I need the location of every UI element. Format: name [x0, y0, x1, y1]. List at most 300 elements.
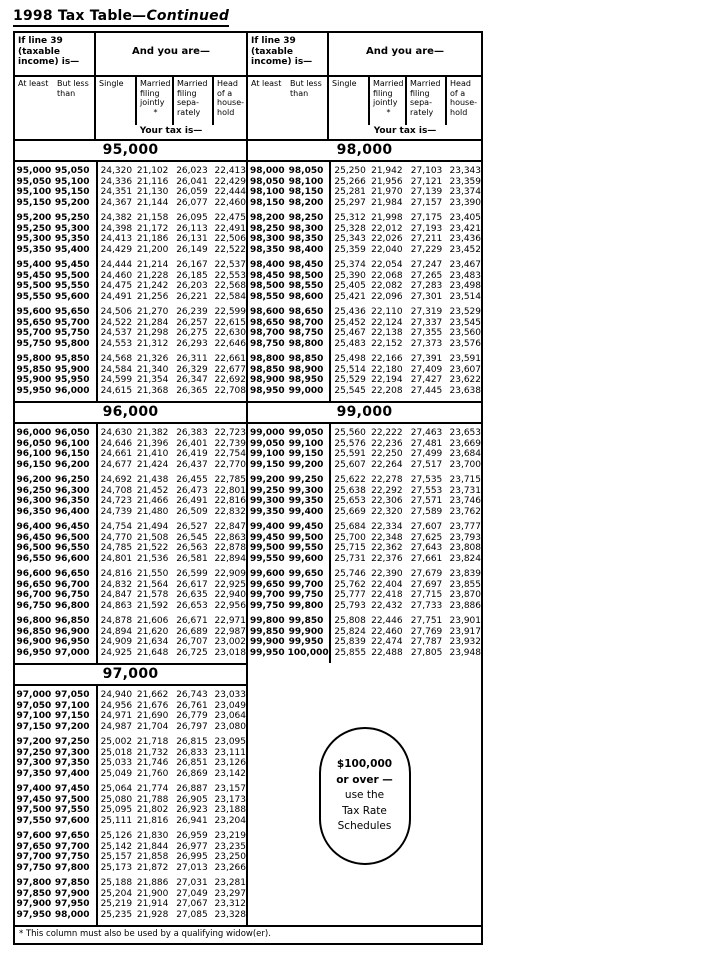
cell-at-least: 98,500	[249, 281, 285, 291]
row-group	[248, 522, 481, 564]
section-rows	[15, 162, 246, 401]
cell-tax-married-joint: 21,788	[136, 794, 169, 805]
cell-tax-married-separate: 27,391	[410, 354, 443, 364]
cell-but-less-than: 98,600	[288, 291, 324, 302]
cell-at-least: 95,750	[16, 338, 52, 349]
table-row	[15, 711, 246, 722]
cell-tax-married-separate: 27,427	[410, 375, 443, 385]
cell-tax-head-household: 22,460	[214, 197, 246, 208]
cell-tax-single: 24,475	[100, 281, 133, 291]
cell-tax-married-joint: 21,466	[136, 496, 169, 506]
row-group	[15, 784, 246, 826]
cell-tax-married-separate: 27,409	[410, 364, 443, 375]
cell-tax-single: 25,204	[100, 888, 133, 899]
cell-tax-head-household: 22,971	[214, 616, 246, 626]
cell-tax-married-joint: 21,186	[136, 234, 169, 244]
cell-but-less-than: 98,900	[288, 364, 324, 375]
cell-tax-single: 25,157	[100, 852, 133, 862]
cell-tax-married-separate: 27,751	[410, 616, 443, 626]
cell-tax-head-household: 22,723	[214, 428, 246, 438]
cell-at-least: 99,450	[249, 532, 285, 543]
table-row	[15, 878, 246, 889]
cell-tax-single: 24,692	[100, 475, 133, 485]
cell-at-least: 97,800	[16, 878, 52, 888]
cell-tax-married-separate: 26,473	[176, 485, 208, 496]
cell-tax-single: 25,731	[334, 553, 366, 564]
cell-tax-married-separate: 26,311	[176, 354, 208, 364]
footnote-asterisk: *	[386, 107, 391, 117]
cell-tax-head-household: 23,467	[449, 260, 481, 270]
section-band-97000: 97,000	[15, 663, 246, 686]
cell-tax-married-joint: 21,942	[371, 166, 403, 176]
cell-tax-head-household: 22,832	[214, 506, 246, 517]
cell-at-least: 98,050	[249, 176, 285, 187]
cell-tax-head-household: 22,925	[214, 579, 246, 590]
table-row	[248, 245, 481, 256]
cell-tax-married-separate: 26,095	[176, 213, 208, 223]
cell-tax-married-separate: 27,139	[410, 187, 443, 197]
cell-tax-single: 25,142	[100, 841, 133, 852]
cell-tax-head-household: 23,576	[449, 338, 481, 349]
note-line: or over —	[336, 773, 393, 786]
cell-at-least: 99,600	[249, 569, 285, 579]
cell-tax-head-household: 23,405	[449, 213, 481, 223]
table-row	[248, 365, 481, 376]
table-row	[15, 648, 246, 659]
header-row-2	[15, 77, 246, 139]
cell-tax-head-household: 22,708	[214, 385, 246, 396]
cell-at-least: 97,500	[16, 805, 52, 815]
cell-at-least: 97,450	[16, 794, 52, 805]
cell-tax-married-joint: 21,816	[136, 815, 169, 826]
cell-at-least: 99,300	[249, 496, 285, 506]
cell-tax-married-joint: 22,138	[371, 328, 403, 338]
cell-tax-married-joint: 22,348	[371, 532, 403, 543]
cell-tax-head-household: 23,266	[214, 862, 246, 873]
table-row	[248, 292, 481, 303]
header-row-1	[15, 33, 246, 77]
table-row	[15, 601, 246, 612]
cell-but-less-than: 97,400	[54, 768, 90, 779]
document-body	[13, 5, 483, 945]
cell-tax-single: 25,374	[334, 260, 366, 270]
cell-tax-married-joint: 21,648	[136, 647, 169, 658]
cell-at-least: 98,250	[249, 223, 285, 234]
cell-but-less-than: 95,250	[54, 213, 90, 223]
cell-tax-head-household: 22,940	[214, 590, 246, 600]
cell-tax-single: 24,677	[100, 459, 133, 470]
cell-tax-married-joint: 22,222	[371, 428, 403, 438]
cell-at-least: 95,200	[16, 213, 52, 223]
cell-tax-married-separate: 26,293	[176, 338, 208, 349]
cell-tax-head-household: 23,142	[214, 768, 246, 779]
cell-tax-head-household: 22,429	[214, 176, 246, 187]
cell-but-less-than: 95,900	[54, 364, 90, 375]
cell-tax-married-joint: 21,214	[136, 260, 169, 270]
cell-tax-head-household: 22,692	[214, 375, 246, 385]
cell-tax-single: 25,483	[334, 338, 366, 349]
row-group	[248, 428, 481, 470]
table-row	[248, 386, 481, 397]
cell-tax-head-household: 23,328	[214, 909, 246, 920]
cell-but-less-than: 99,750	[288, 590, 324, 600]
cell-tax-head-household: 23,591	[449, 354, 481, 364]
cell-tax-married-joint: 21,830	[136, 831, 169, 841]
cell-tax-head-household: 23,250	[214, 852, 246, 862]
cell-tax-married-joint: 21,844	[136, 841, 169, 852]
table-row	[15, 449, 246, 460]
cell-tax-married-separate: 27,571	[410, 496, 443, 506]
cell-tax-married-separate: 26,167	[176, 260, 208, 270]
section-rows	[15, 424, 246, 663]
cell-tax-single: 25,064	[100, 784, 133, 794]
cell-but-less-than: 95,450	[54, 260, 90, 270]
cell-tax-married-joint: 22,054	[371, 260, 403, 270]
cell-tax-married-separate: 26,815	[176, 737, 208, 747]
cell-tax-head-household: 23,390	[449, 197, 481, 208]
cell-tax-married-joint: 22,236	[371, 438, 403, 449]
table-row	[15, 580, 246, 591]
cell-tax-single: 24,522	[100, 317, 133, 328]
table-row	[15, 177, 246, 188]
cell-tax-married-joint: 22,432	[371, 600, 403, 611]
cell-tax-married-separate: 27,535	[410, 475, 443, 485]
table-row	[248, 177, 481, 188]
cell-but-less-than: 96,150	[54, 449, 90, 459]
cell-tax-single: 25,855	[334, 647, 367, 658]
row-group	[248, 475, 481, 517]
cell-tax-married-separate: 26,689	[176, 626, 208, 637]
table-row	[15, 554, 246, 565]
cell-tax-head-household: 23,514	[449, 291, 481, 302]
cell-tax-single: 25,219	[100, 899, 133, 909]
cell-but-less-than: 97,200	[54, 721, 90, 732]
cell-tax-head-household: 23,064	[214, 711, 246, 721]
row-group	[15, 878, 246, 920]
cell-but-less-than: 95,500	[54, 270, 90, 281]
row-group	[248, 213, 481, 255]
header-married-jointly	[137, 77, 174, 125]
cell-tax-head-household: 23,886	[449, 600, 481, 611]
cell-but-less-than: 95,150	[54, 187, 90, 197]
cell-but-less-than: 96,100	[54, 438, 90, 449]
cell-tax-single: 24,444	[100, 260, 133, 270]
cell-but-less-than: 96,900	[54, 626, 90, 637]
cell-tax-married-separate: 27,247	[410, 260, 443, 270]
cell-but-less-than: 99,450	[288, 522, 324, 532]
cell-tax-married-separate: 26,113	[176, 223, 208, 234]
cell-tax-single: 25,529	[334, 375, 366, 385]
cell-tax-single: 25,421	[334, 291, 366, 302]
cell-tax-head-household: 23,746	[449, 496, 481, 506]
cell-tax-married-separate: 27,067	[176, 899, 208, 909]
cell-tax-single: 25,111	[100, 815, 133, 826]
cell-tax-head-household: 23,033	[214, 690, 246, 700]
cell-tax-single: 25,746	[334, 569, 366, 579]
cell-tax-single: 25,297	[334, 197, 366, 208]
row-group	[15, 428, 246, 470]
cell-tax-married-separate: 27,301	[410, 291, 443, 302]
table-row	[15, 428, 246, 439]
cell-tax-married-separate: 26,995	[176, 852, 208, 862]
cell-tax-married-separate: 26,221	[176, 291, 208, 302]
cell-at-least: 95,550	[16, 291, 52, 302]
table-row	[248, 637, 481, 648]
cell-tax-single: 24,599	[100, 375, 133, 385]
cell-at-least: 97,350	[16, 768, 52, 779]
table-row	[15, 475, 246, 486]
cell-tax-married-joint: 21,144	[136, 197, 169, 208]
header-and-you-are: And you are—	[132, 46, 210, 57]
section-rows	[15, 686, 246, 925]
header-row-1	[248, 33, 481, 77]
over-100000-note	[319, 727, 411, 865]
cell-tax-head-household: 22,770	[214, 459, 246, 470]
cell-but-less-than: 95,950	[54, 375, 90, 385]
table-row	[15, 460, 246, 471]
table-half-right	[248, 33, 481, 925]
cell-tax-single: 24,723	[100, 496, 133, 506]
header-at-least: At least	[18, 79, 49, 88]
cell-tax-head-household: 23,002	[214, 637, 246, 647]
cell-tax-married-separate: 26,131	[176, 234, 208, 244]
cell-tax-married-separate: 26,887	[176, 784, 208, 794]
table-row	[248, 224, 481, 235]
cell-tax-single: 25,653	[334, 496, 366, 506]
cell-tax-single: 25,405	[334, 281, 366, 291]
cell-but-less-than: 97,800	[54, 862, 90, 873]
cell-tax-single: 24,568	[100, 354, 133, 364]
cell-tax-head-household: 23,219	[214, 831, 246, 841]
cell-but-less-than: 96,650	[54, 569, 90, 579]
table-row	[248, 475, 481, 486]
cell-tax-single: 25,638	[334, 485, 366, 496]
cell-tax-head-household: 22,522	[214, 244, 246, 255]
cell-tax-single: 25,715	[334, 543, 366, 553]
cell-tax-married-separate: 27,283	[410, 281, 443, 291]
cell-tax-married-joint: 22,376	[371, 553, 403, 564]
table-row	[248, 486, 481, 497]
row-group	[15, 522, 246, 564]
cell-at-least: 98,700	[249, 328, 285, 338]
cell-tax-married-separate: 26,077	[176, 197, 208, 208]
cell-at-least: 95,500	[16, 281, 52, 291]
header-married-separately: Married filing sepa-rately	[174, 77, 214, 125]
cell-tax-married-separate: 26,185	[176, 270, 208, 281]
cell-tax-married-separate: 26,347	[176, 375, 208, 385]
table-row	[248, 522, 481, 533]
cell-tax-married-separate: 26,851	[176, 758, 208, 768]
row-group	[15, 831, 246, 873]
cell-tax-head-household: 23,870	[449, 590, 481, 600]
cell-at-least: 97,700	[16, 852, 52, 862]
table-row	[15, 831, 246, 842]
cell-tax-married-joint: 21,578	[136, 590, 169, 600]
cell-but-less-than: 97,350	[54, 758, 90, 768]
table-halves	[15, 33, 481, 925]
cell-tax-married-joint: 22,180	[371, 364, 403, 375]
cell-tax-married-joint: 22,082	[371, 281, 403, 291]
cell-tax-head-household: 23,173	[214, 794, 246, 805]
cell-tax-married-joint: 22,278	[371, 475, 403, 485]
footnote: * This column must also be used by a qualifying widow(er).	[15, 925, 481, 943]
table-row	[15, 748, 246, 759]
cell-tax-married-joint: 21,522	[136, 543, 169, 553]
cell-tax-single: 24,382	[100, 213, 133, 223]
cell-tax-married-separate: 26,743	[176, 690, 208, 700]
cell-tax-married-joint: 21,158	[136, 213, 169, 223]
cell-at-least: 99,050	[249, 438, 285, 449]
cell-tax-married-joint: 22,390	[371, 569, 403, 579]
cell-at-least: 99,000	[249, 428, 285, 438]
cell-tax-single: 24,909	[100, 637, 133, 647]
table-row	[15, 722, 246, 733]
cell-tax-married-separate: 26,491	[176, 496, 208, 506]
table-row	[248, 627, 481, 638]
table-row	[15, 690, 246, 701]
cell-tax-single: 24,584	[100, 364, 133, 375]
row-group	[248, 616, 481, 658]
cell-but-less-than: 98,850	[288, 354, 324, 364]
cell-tax-head-household: 23,421	[449, 223, 481, 234]
cell-tax-single: 25,762	[334, 579, 366, 590]
cell-but-less-than: 98,100	[288, 176, 324, 187]
cell-at-least: 99,850	[249, 626, 285, 637]
cell-tax-married-separate: 26,923	[176, 805, 208, 815]
cell-but-less-than: 97,050	[54, 690, 90, 700]
table-row	[15, 213, 246, 224]
cell-tax-married-joint: 21,760	[136, 768, 169, 779]
cell-tax-married-separate: 27,661	[410, 553, 443, 564]
cell-tax-head-household: 23,777	[449, 522, 481, 532]
cell-tax-head-household: 22,599	[214, 307, 246, 317]
cell-but-less-than: 97,900	[54, 888, 90, 899]
cell-tax-married-joint: 22,110	[371, 307, 403, 317]
cell-tax-single: 24,398	[100, 223, 133, 234]
cell-tax-married-joint: 22,152	[371, 338, 403, 349]
header-but-less-than: But less than	[57, 79, 89, 98]
cell-tax-married-separate: 26,653	[176, 600, 208, 611]
cell-tax-married-separate: 26,329	[176, 364, 208, 375]
cell-tax-married-joint: 21,592	[136, 600, 169, 611]
cell-but-less-than: 95,400	[54, 244, 90, 255]
cell-tax-married-separate: 26,707	[176, 637, 208, 647]
cell-tax-head-household: 23,126	[214, 758, 246, 768]
cell-tax-married-joint: 22,068	[371, 270, 403, 281]
table-row	[15, 271, 246, 282]
cell-tax-single: 24,460	[100, 270, 133, 281]
footnote-asterisk: *	[153, 107, 158, 117]
cell-tax-married-joint: 22,362	[371, 543, 403, 553]
cell-at-least: 96,900	[16, 637, 52, 647]
row-group	[15, 354, 246, 396]
cell-tax-head-household: 23,281	[214, 878, 246, 888]
cell-tax-married-joint: 21,298	[136, 328, 169, 338]
table-row	[15, 899, 246, 910]
cell-tax-head-household: 23,483	[449, 270, 481, 281]
cell-tax-married-joint: 22,096	[371, 291, 403, 302]
cell-tax-single: 24,413	[100, 234, 133, 244]
table-row	[248, 648, 481, 659]
cell-at-least: 96,850	[16, 626, 52, 637]
section-band-99000: 99,000	[248, 401, 481, 424]
cell-tax-single: 25,622	[334, 475, 366, 485]
cell-tax-married-separate: 27,805	[410, 647, 443, 658]
cell-at-least: 97,300	[16, 758, 52, 768]
cell-tax-head-household: 22,909	[214, 569, 246, 579]
cell-tax-married-joint: 21,914	[136, 899, 169, 909]
cell-tax-head-household: 22,878	[214, 543, 246, 553]
cell-tax-married-joint: 21,858	[136, 852, 169, 862]
table-row	[248, 187, 481, 198]
cell-at-least: 98,600	[249, 307, 285, 317]
table-row	[248, 616, 481, 627]
header-but-less-than: But less than	[290, 79, 322, 98]
cell-tax-head-household: 22,816	[214, 496, 246, 506]
cell-tax-married-joint: 21,718	[136, 737, 169, 747]
cell-tax-married-joint: 22,474	[371, 637, 403, 647]
table-row	[15, 852, 246, 863]
cell-but-less-than: 98,450	[288, 260, 324, 270]
cell-tax-head-household: 23,204	[214, 815, 246, 826]
cell-but-less-than: 96,700	[54, 579, 90, 590]
row-group	[248, 307, 481, 349]
column-divider	[96, 424, 98, 663]
cell-tax-married-separate: 26,203	[176, 281, 208, 291]
cell-tax-married-separate: 27,049	[176, 888, 208, 899]
cell-tax-married-separate: 27,085	[176, 909, 208, 920]
cell-tax-married-separate: 26,671	[176, 616, 208, 626]
cell-tax-married-joint: 22,026	[371, 234, 403, 244]
cell-tax-married-joint: 21,228	[136, 270, 169, 281]
cell-tax-single: 24,661	[100, 449, 133, 459]
cell-tax-single: 25,467	[334, 328, 366, 338]
cell-tax-married-joint: 22,460	[371, 626, 403, 637]
cell-tax-married-joint: 21,732	[136, 747, 169, 758]
cell-tax-single: 25,312	[334, 213, 366, 223]
tax-table-left-sections	[15, 139, 246, 925]
cell-at-least: 97,250	[16, 747, 52, 758]
cell-tax-married-joint: 22,208	[371, 385, 403, 396]
cell-tax-head-household: 23,049	[214, 700, 246, 711]
cell-tax-head-household: 23,607	[449, 364, 481, 375]
cell-tax-married-joint: 21,410	[136, 449, 169, 459]
cell-but-less-than: 97,950	[54, 899, 90, 909]
cell-tax-head-household: 23,374	[449, 187, 481, 197]
cell-but-less-than: 99,100	[288, 438, 324, 449]
cell-tax-single: 25,498	[334, 354, 366, 364]
cell-tax-married-separate: 27,157	[410, 197, 443, 208]
cell-at-least: 98,200	[249, 213, 285, 223]
cell-but-less-than: 98,500	[288, 270, 324, 281]
table-row	[248, 449, 481, 460]
cell-tax-head-household: 23,901	[449, 616, 481, 626]
cell-tax-single: 25,266	[334, 176, 366, 187]
cell-tax-head-household: 23,297	[214, 888, 246, 899]
cell-tax-married-separate: 26,383	[176, 428, 208, 438]
cell-tax-single: 25,824	[334, 626, 366, 637]
cell-at-least: 96,400	[16, 522, 52, 532]
cell-tax-married-separate: 27,193	[410, 223, 443, 234]
cell-tax-married-joint: 21,396	[136, 438, 169, 449]
cell-tax-head-household: 23,684	[449, 449, 481, 459]
cell-but-less-than: 98,750	[288, 328, 324, 338]
cell-tax-married-separate: 26,059	[176, 187, 208, 197]
cell-but-less-than: 99,900	[288, 626, 324, 637]
cell-tax-single: 25,343	[334, 234, 366, 244]
row-group	[248, 569, 481, 611]
cell-tax-single: 24,537	[100, 328, 133, 338]
